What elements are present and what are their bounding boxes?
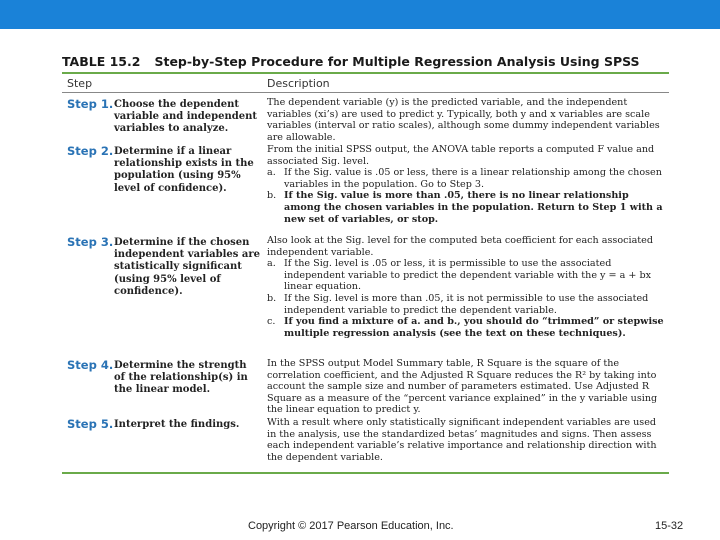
table-bottom-rule [62,472,669,474]
table-number: TABLE 15.2 [62,54,141,69]
step-3-description [267,235,667,339]
step-4-description [267,358,667,416]
table-caption: Step-by-Step Procedure for Multiple Regression Analysis Using SPSS [154,54,640,69]
step-2-item-b: b. If the Sig. value is more than .05, there is no linear relationship among the chosen variables in the population. Return to Step 1 with a new set of variables, or stop. [267,190,663,225]
step-1-description [267,97,667,143]
step-3-paragraph: Also look at the Sig. level for the computed beta coefficient for each associated independent variable. [267,235,653,258]
step-1-label: Step 1. [67,97,114,111]
table-title [62,54,640,69]
step-2-paragraph: From the initial SPSS output, the ANOVA table reports a computed F value and associated Sig. level. [267,144,655,167]
step-3-item-c: c. If you find a mixture of a. and b., you should do “trimmed” or stepwise multiple regression analysis (see the text on these techniques). [267,316,664,339]
step-4-text: Determine the strength of the relationship(s) in the linear model. [114,360,248,396]
step-3-item-a: a. If the Sig. level is .05 or less, it is permissible to use the associated independent variable to predict the dependent variable with the y = a + bx linear equation. [267,258,652,293]
step-2-text: Determine if a linear relationship exists in the population (using 95% level of confidence). [114,146,254,194]
step-4-label: Step 4. [67,358,114,372]
step-3-item-b: b. If the Sig. level is more than .05, it is not permissible to use the associated independent variable to predict the dependent variable. [267,292,649,316]
top-banner [0,0,720,29]
step-3-text: Determine if the chosen independent variables are statistically significant (using 95% level of confidence). [114,237,260,297]
page-number: 15-32 [655,520,684,532]
column-header-step: Step [67,77,93,90]
column-header-description: Description [267,77,330,90]
copyright-notice: Copyright © 2017 Pearson Education, Inc. [248,520,454,532]
step-5-text: Interpret the findings. [114,419,240,430]
title-rule [62,72,669,74]
step-2-label: Step 2. [67,144,114,158]
step-5-description [267,417,667,463]
step-3-label: Step 3. [67,235,114,249]
step-4-paragraph: In the SPSS output Model Summary table, R Square is the square of the correlation coefficient, and the Adjusted R Square reduces the R² by taking into account the sample size and number of parameters estimated. Use Adjusted R Square as a measure of the “percent variance explained” in the y variable using the linear equation to predict y. [267,358,658,416]
step-1-text: Choose the dependent variable and independent variables to analyze. [114,99,257,135]
step-5-paragraph: With a result where only statistically significant independent variables are used in the analysis, use the standardized betas’ magnitudes and signs. Then assess each independent variable’s relative importance and relationship direction with the dependent variable. [267,417,657,463]
step-1-paragraph: The dependent variable (y) is the predicted variable, and the independent variables (xi’s) are used to predict y. Typically, both y and x variables are scale variables (interval or ratio scales), although some dummy independent variables are allowable. [267,97,660,143]
step-2-description [267,144,667,225]
step-5-label: Step 5. [67,417,114,431]
step-2-item-a: a. If the Sig. value is .05 or less, there is a linear relationship among the chosen variables in the population. Go to Step 3. [267,167,662,190]
header-rule [62,92,669,93]
